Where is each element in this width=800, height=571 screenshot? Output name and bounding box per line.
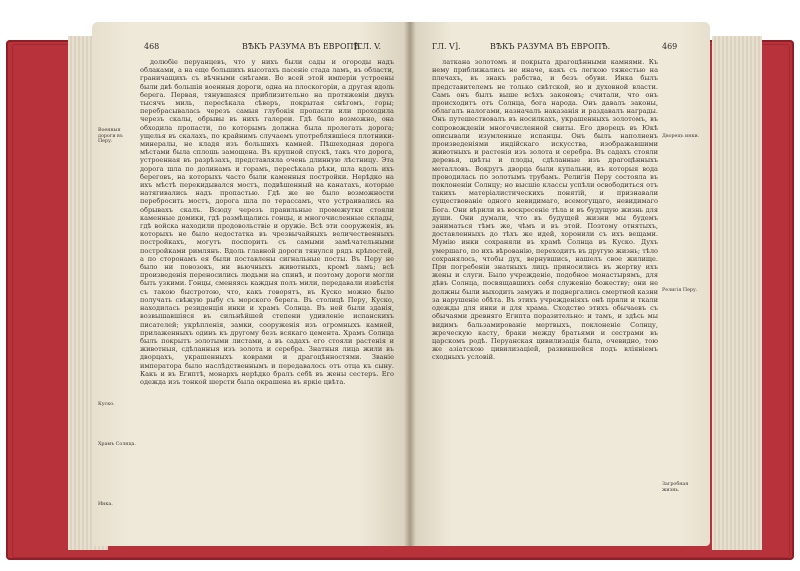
page-number: 468	[144, 42, 160, 51]
margin-note: Религія Перу.	[662, 288, 698, 293]
paragraph: латкана золотомъ и покрыта драгоцѣнными камнями. Къ нему приближались не иначе, какъ съ легкою тяжестью на плечахъ, въ знакъ рабства, и безъ обуви. Инка былъ представителемъ не только свѣтской, но и духовной власти. Самъ онъ былъ выше всѣхъ законовъ; считали, что онъ происходитъ отъ Солнца, бога народа. Онъ давалъ законы, облагалъ налогами, назначалъ наказанія и раздавалъ награды. Онъ путешествовалъ въ носилкахъ, украшенныхъ золотомъ, въ сопровожденіи многочисленной свиты. Его дворецъ въ Юкѣ описывали изумленные испанцы. Онъ былъ наполненъ произведеніями индійскаго искусства, изображавшими животныхъ и растенія изъ золота и серебра. Въ садахъ стояли деревья, цвѣты и плоды, сдѣланные изъ драгоцѣнныхъ металловъ. Вокругъ дворца были купальни, въ которыя вода проводилась по золотымъ трубамъ. Религія Перу состояла въ поклоненіи Солнцу; но высшіе классы успѣли освободиться отъ такихъ матеріалистическихъ понятій, и признавали существованіе одного невидимаго, всемогущаго, невидимаго Бога. Они вѣрили въ воскресеніе тѣла и въ будущую жизнь для души. Они думали, что въ будущей жизни мы будемъ заниматься тѣмъ же, чѣмъ и въ этой. Поэтому отнятыхъ, доставленныхъ до тѣхъ же идей, хоронили съ ихъ вещами. Мумію инки сохраняли въ храмѣ Солнца въ Куско. Духъ умершаго, по ихъ вѣрованію, переходитъ въ другую жизнь; тѣло сохранялось, чтобы дух, вернувшись, нашелъ свое жилище. При погребеніи знатныхъ лицъ приносились въ жертву ихъ жены и слуги. Было учрежденіе, подобное монастырямъ, для дѣвъ Солнца, посвящавшихъ себя служенію божеству; они не должны были выходить замужъ и подвергались смертной казни за нарушеніе обѣта. Въ этихъ учрежденіяхъ онѣ пряли и ткали одежды для инки и для храма. Сходство этихъ обычаевъ съ обычаями древняго Египта поразительно: и тамъ, и здѣсь мы видимъ бальзамированіе мертвыхъ, поклоненіе Солнцу, жреческую касту, браки между братьями и сестрами въ царскомъ родѣ. Перуанская цивилизація была, очевидно, тою же азіатскою цивилизаціей, развившейся подъ вліяніемъ сходныхъ условій.	[432, 58, 658, 362]
right-page-stack	[712, 36, 762, 550]
chapter-marker: [ГЛ. V.	[354, 42, 382, 51]
margin-note: Военныя дороги въ Перу.	[98, 128, 123, 145]
margin-note: Инка.	[98, 502, 113, 507]
paragraph: долюбіе перуанцевъ, что у нихъ были сады и огороды надъ облаками, а на еще большихъ высотахъ пасеніе стада ламъ, въ области, граничащихъ съ вѣчными снѣгами. Во всей этой имперіи устроены были двѣ большія военныя дороги, одна на плоскогоріи, а другая вдоль берега. Первая, тянувшаяся приблизительно на протяженіи двухъ тысячъ миль, пересѣкала сѣверъ, покрытая снѣгомъ, горы; перебрасывалась черезъ самыя глубокія пропасти или проходила черезъ скалы, обрывы въ нихъ галереи. Гдѣ было возможно, она обходила пропасти, по которымъ должна была пролегать дорога; ущелья въ скалахъ, по крайнимъ случаемъ употреблявшіеся плотники-минералы, не кладя изъ большихъ камней. Пѣшеходная дорога мѣстами была сплошь замощена. Въ крупной спускѣ, такъ что дорога, устроенная въ разрѣзахъ, представляла очень длинную лѣстницу. Эта дорога шла по долинамъ и горамъ, пересѣкала рѣки, шла вдоль ихъ береговъ, на которыхъ часто были каменныя постройки. Нерѣдко на ихъ мѣстѣ перекидывался мостъ, подвѣшенный на канатахъ, которые натягивались надъ пропастью. Гдѣ же не было возможности перебросить мостъ, дорога шла по терассамъ, что устраивались на обрывахъ скалъ. Всюду черезъ правильные промежутки стояли каменные домики, гдѣ размѣщались гонцы, и многочисленные склады, гдѣ войска находили продовольствіе и оружіе. Всѣ эти сооруженія, въ которыхъ не было недостатка въ чрезвычайныхъ величественныхъ постройкахъ, могутъ поспорить съ самыми замѣчательными постройками римлянъ. Вдоль главной дороги тянулся рядъ крѣпостей, а по сторонамъ ея были поставлены сигнальные посты. Въ Перу не было ни повозокъ, ни вьючныхъ животныхъ, кромѣ ламъ; всѣ произведенія переносились людьми на спинѣ, и поэтому дороги могли быть узкими. Гонцы, сменяясь каждыя полъ мили, передавали извѣстія съ такою быстротою, что, какъ говорятъ, въ Куско можно было получать свѣжую рыбу съ морского берега. Въ столицѣ Перу, Куско, находилась резиденція инки и храмъ Солнца. Въ ней были зданія, возвышавшіяся въ сильнѣйшей степени удивленіе испанскихъ писателей; укрѣпленія, замки, сооруженія изъ огромныхъ камней, прилаженныхъ одинъ къ другому безъ всякаго цемента. Храмъ Солнца былъ покрытъ золотыми листами, а въ садахъ его стояли растенія и животныя, сдѣланныя изъ золота и серебра. Знатныя лица жили въ дворцахъ, украшенныхъ коврами и драгоцѣнностями. Званіе императора было наслѣдственнымъ и передавалось отъ отца къ сыну. Какъ и въ Египтѣ, монархъ нерѣдко бралъ себѣ въ жены сестеръ. Его одежда изъ тонкой шерсти была окрашена въ яркіе цвѣта.	[140, 58, 394, 386]
running-head: ВѢКЪ РАЗУМА ВЪ ЕВРОПѢ.	[490, 42, 611, 51]
left-page	[92, 22, 410, 546]
margin-note: Загробная жизнь.	[662, 482, 689, 493]
book-gutter-shadow	[404, 22, 416, 546]
margin-note: Храмъ Солнца.	[98, 442, 136, 447]
page-body-text	[140, 58, 394, 538]
chapter-marker: ГЛ. V].	[432, 42, 461, 51]
page-number: 469	[662, 42, 678, 51]
running-head: ВѢКЪ РАЗУМА ВЪ ЕВРОПѢ.	[242, 42, 363, 51]
margin-note: Дворецъ инки.	[662, 134, 700, 139]
right-page	[410, 22, 710, 546]
margin-note: Куско.	[98, 402, 115, 407]
page-body-text	[432, 58, 658, 544]
